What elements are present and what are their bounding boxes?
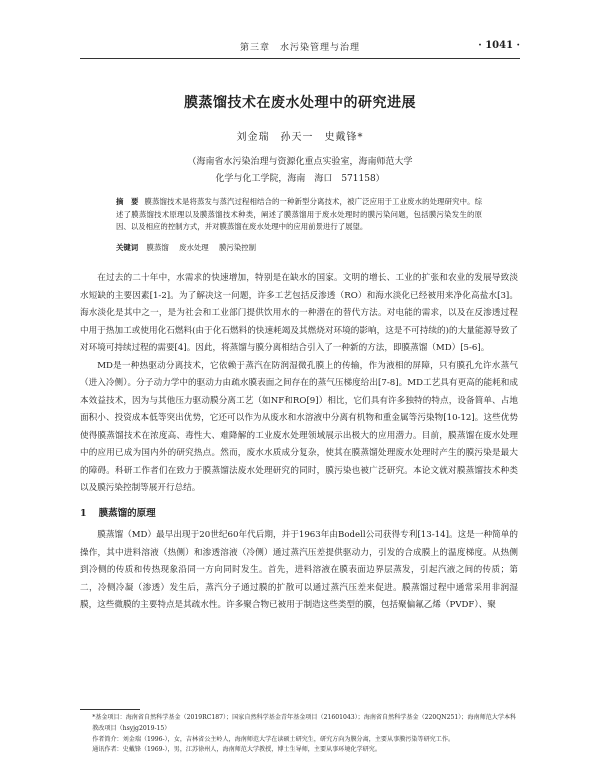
running-head — [80, 40, 520, 54]
body-paragraph: 在过去的二十年中，水需求的快速增加，特别是在缺水的国家。文明的增长、工业的扩张和农业的发展导致淡水短缺的主要因素[1-2]。为了解决这一问题，许多工艺包括反渗透（RO）和海水淡化已经被用来净化高盐水[3]。海水淡化是其中之一，是为社会和工业部门提供饮用水的一种潜在的替代方法。对电能的需求，以及在反渗透过程中用于热加工或使用化石燃料(由于化石燃料的快速耗竭及其燃烧对环境的影响，这是不可持续的)的大量能源导致了对环境可持续过程的需要[4]。因此，将蒸馏与膜分离相结合引入了一种新的方法，即膜蒸馏（MD）[5-6]。 — [80, 273, 518, 353]
footnotes — [80, 713, 518, 756]
section-number: 1 — [80, 507, 87, 519]
abstract-text: 膜蒸馏技术是将蒸发与蒸汽过程相结合的一种新型分离技术，被广泛应用于工业废水的处理研究中。综述了膜蒸馏技术原理以及膜蒸馏技术种类，阐述了膜蒸馏用于废水处理时的膜污染问题，包括膜污染发生的原因、以及相应的控制方式，并对膜蒸馏在废水处理中的应用前景进行了展望。 — [116, 197, 482, 232]
paper-title: 膜蒸馏技术在废水处理中的研究进展 — [184, 95, 416, 111]
keyword: 废水处理 — [179, 243, 209, 252]
keywords — [116, 242, 482, 253]
footnote-funding: *基金项目：海南省自然科学基金（2019RC187）；国家自然科学基金青年基金项目（21601043）；海南省自然科学基金（220QN251）；海南师范大学本科教改项目（hsyjg2019-15） — [92, 714, 517, 732]
footnote-divider — [80, 709, 140, 710]
section-heading — [80, 505, 518, 523]
keywords-label: 关键词 — [116, 243, 139, 252]
body-paragraph: MD是一种热驱动分离技术，它依赖于蒸汽在防润湿微孔膜上的传输，作为液相的屏障，只有膜孔允许水蒸气（进入冷侧）。分子动力学中的驱动力由疏水膜表面之间存在的蒸气压梯度给出[7-8]。MD工艺具有更高的能耗和成本效益技术，因为与其他压力驱动膜分离工艺（如NF和RO[9]）相比，它们具有许多独特的特点，设备简单、占地面积小、投资成本低等突出优势，它还可以作为从废水和水溶液中分离有机物和重金属等污染物[10-12]。这些优势使得膜蒸馏技术在浓度高、毒性大、难降解的工业废水处理领域展示出极大的应用潜力。目前，膜蒸馏在废水处理中的应用已成为国内外的研究热点。然而，废水水质成分复杂，使其在膜蒸馏处理废水处理时产生的膜污染是最大的障碍。科研工作者们在致力于膜蒸馏法废水处理研究的同时，膜污染也被广泛研究。本论文就对膜蒸馏技术种类以及膜污染控制等展开行总结。 — [80, 360, 518, 493]
author-list: 刘金瑞 孙天一 史戴锋* — [236, 132, 364, 143]
body-paragraph: 膜蒸馏（MD）最早出现于20世纪60年代后期，并于1963年由Bodell公司获得专利[13-14]。这是一种简单的操作，其中进料溶液（热侧）和渗透溶液（冷侧）通过蒸汽压差提供驱动力，引发的合成膜上的温度梯度。从热侧到冷侧的传质和传热现象沿同一方向同时发生。首先，进料溶液在膜表面边界层蒸发，引起汽液之间的传质；第二，冷侧冷凝（渗透）发生后，蒸汽分子通过膜的扩散可以通过蒸汽压差来促进。膜蒸馏过程中通常采用非润湿膜，这些微膜的主要特点是其疏水性。许多聚合物已被用于制造这些类型的膜，包括聚偏氟乙烯（PVDF）、聚 — [80, 530, 518, 610]
header-divider — [80, 58, 520, 59]
page-number: · 1041 · — [478, 40, 520, 51]
abstract — [116, 196, 482, 234]
footnote-corresponding: 通讯作者：史戴锋（1969-），男，江苏徐州人，海南师范大学教授，博士生导师，主要从事环境化学研究。 — [92, 746, 381, 754]
affiliation-line: 化学与化工学院，海南 海口 571158） — [215, 174, 385, 184]
keyword: 膜蒸馏 — [146, 243, 169, 252]
abstract-label: 摘 要 — [116, 197, 139, 206]
chapter-header: 第三章 水污染管理与治理 — [239, 43, 360, 53]
footnote-author-bio: 作者简介：刘金瑞（1996-），女，吉林省公主岭人，海南师范大学在读硕士研究生，研究方向为膜分离，主要从事膜污染等研究工作。 — [92, 735, 455, 743]
body-text — [80, 270, 518, 615]
keyword: 膜污染控制 — [219, 243, 256, 252]
affiliation — [80, 154, 520, 188]
section-title: 膜蒸馏的原理 — [98, 507, 156, 519]
affiliation-line: （海南省水污染治理与资源化重点实验室，海南师范大学 — [187, 157, 413, 167]
